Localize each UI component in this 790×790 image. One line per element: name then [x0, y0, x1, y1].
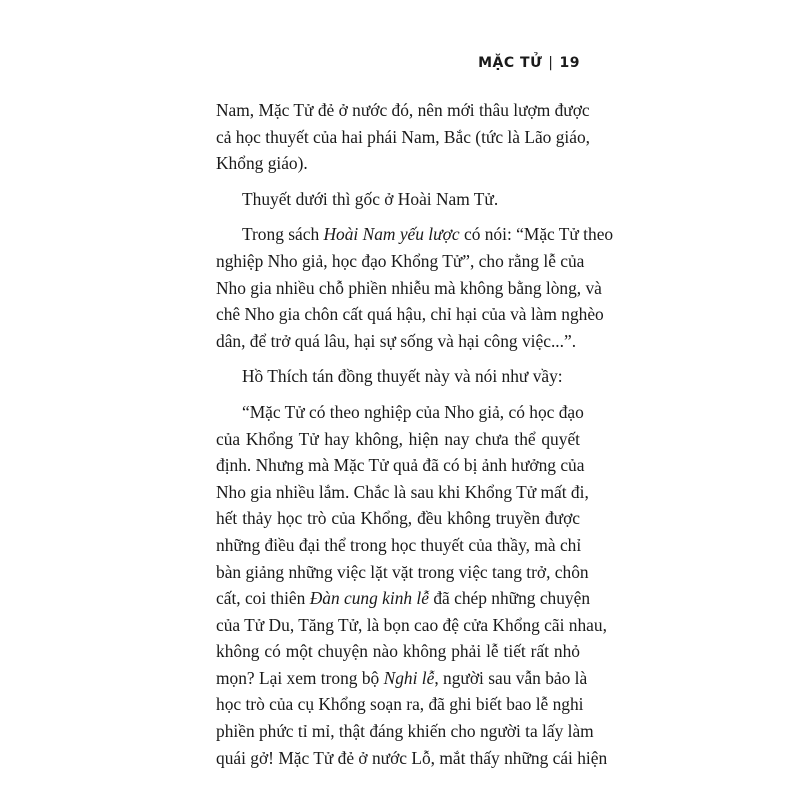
text-line: hết thảy học trò của Khổng, đều không truyền được	[216, 508, 580, 529]
text-line: Nho gia nhiều lắm. Chắc là sau khi Khổng Tử mất đi,	[216, 481, 589, 502]
paragraph-gap	[216, 390, 580, 399]
paragraph	[216, 97, 590, 177]
paragraph-gap	[216, 354, 580, 363]
text-line: định. Nhưng mà Mặc Tử quả đã có bị ảnh hưởng của	[216, 455, 585, 476]
text-line: nghiệp Nho giả, học đạo Khổng Tử”, cho rằng lễ của	[216, 250, 585, 271]
text-line: phiền phức tỉ mỉ, thật đáng khiến cho người ta lấy làm	[216, 721, 594, 742]
text-line: Hồ Thích tán đồng thuyết này và nói như vầy:	[242, 366, 563, 387]
paragraph-gap	[216, 177, 580, 186]
italic-title: Nghi lễ	[383, 667, 435, 688]
text-segment: Trong sách	[242, 224, 324, 245]
text-line: không có một chuyện nào không phải lễ tiết rất nhỏ	[216, 641, 580, 662]
text-line: Khổng giáo).	[216, 153, 308, 174]
text-line	[216, 221, 614, 248]
paragraph	[216, 399, 608, 771]
page-number: 19	[559, 55, 580, 71]
text-line: Nam, Mặc Tử đẻ ở nước đó, nên mới thâu lượm được	[216, 100, 590, 120]
text-line: của Tử Du, Tăng Tử, là bọn cao đệ cửa Khổng cãi nhau,	[216, 614, 607, 635]
paragraph	[216, 221, 614, 354]
paragraph-gap	[216, 212, 580, 221]
italic-title: Đàn cung kinh lễ	[309, 588, 429, 609]
text-line: bàn giảng những việc lặt vặt trong việc tang trở, chôn	[216, 561, 589, 582]
header-separator: |	[548, 55, 554, 71]
text-segment: mọn? Lại xem trong bộ	[216, 667, 384, 688]
text-segment: cất, coi thiên	[216, 588, 310, 609]
text-line: Thuyết dưới thì gốc ở Hoài Nam Tử.	[242, 188, 499, 209]
text-line: dân, để trở quá lâu, hại sự sống và hại công việc...”.	[216, 330, 577, 351]
text-line: chê Nho gia chôn cất quá hậu, chỉ hại của và làm nghèo	[216, 304, 604, 325]
running-header-title: MẶC TỬ	[478, 55, 543, 71]
text-line: của Khổng Tử hay không, hiện nay chưa thể quyết	[216, 428, 580, 449]
text-line: cả học thuyết của hai phái Nam, Bắc (tức là Lão giáo,	[216, 126, 590, 147]
body-text	[216, 97, 614, 771]
text-line: “Mặc Tử có theo nghiệp của Nho giả, có học đạo	[242, 401, 584, 422]
paragraph	[216, 186, 580, 213]
text-line	[216, 665, 588, 692]
running-header	[478, 55, 580, 71]
italic-title: Hoài Nam yếu lược	[323, 224, 460, 245]
text-line: Nho gia nhiều chỗ phiền nhiễu mà không bằng lòng, và	[216, 277, 602, 298]
text-line: học trò của cụ Khổng soạn ra, đã ghi biết bao lễ nghi	[216, 694, 584, 715]
paragraph	[216, 363, 580, 390]
text-line: những điều đại thể trong học thuyết của thầy, mà chỉ	[216, 534, 582, 555]
text-line	[216, 585, 591, 612]
text-segment: , người sau vẫn bảo là	[434, 667, 588, 688]
text-segment: đã chép những chuyện	[428, 588, 591, 609]
text-segment: có nói: “Mặc Tử theo	[459, 224, 614, 245]
text-line: quái gở! Mặc Tử đẻ ở nước Lỗ, mắt thấy những cái hiện	[216, 747, 608, 768]
